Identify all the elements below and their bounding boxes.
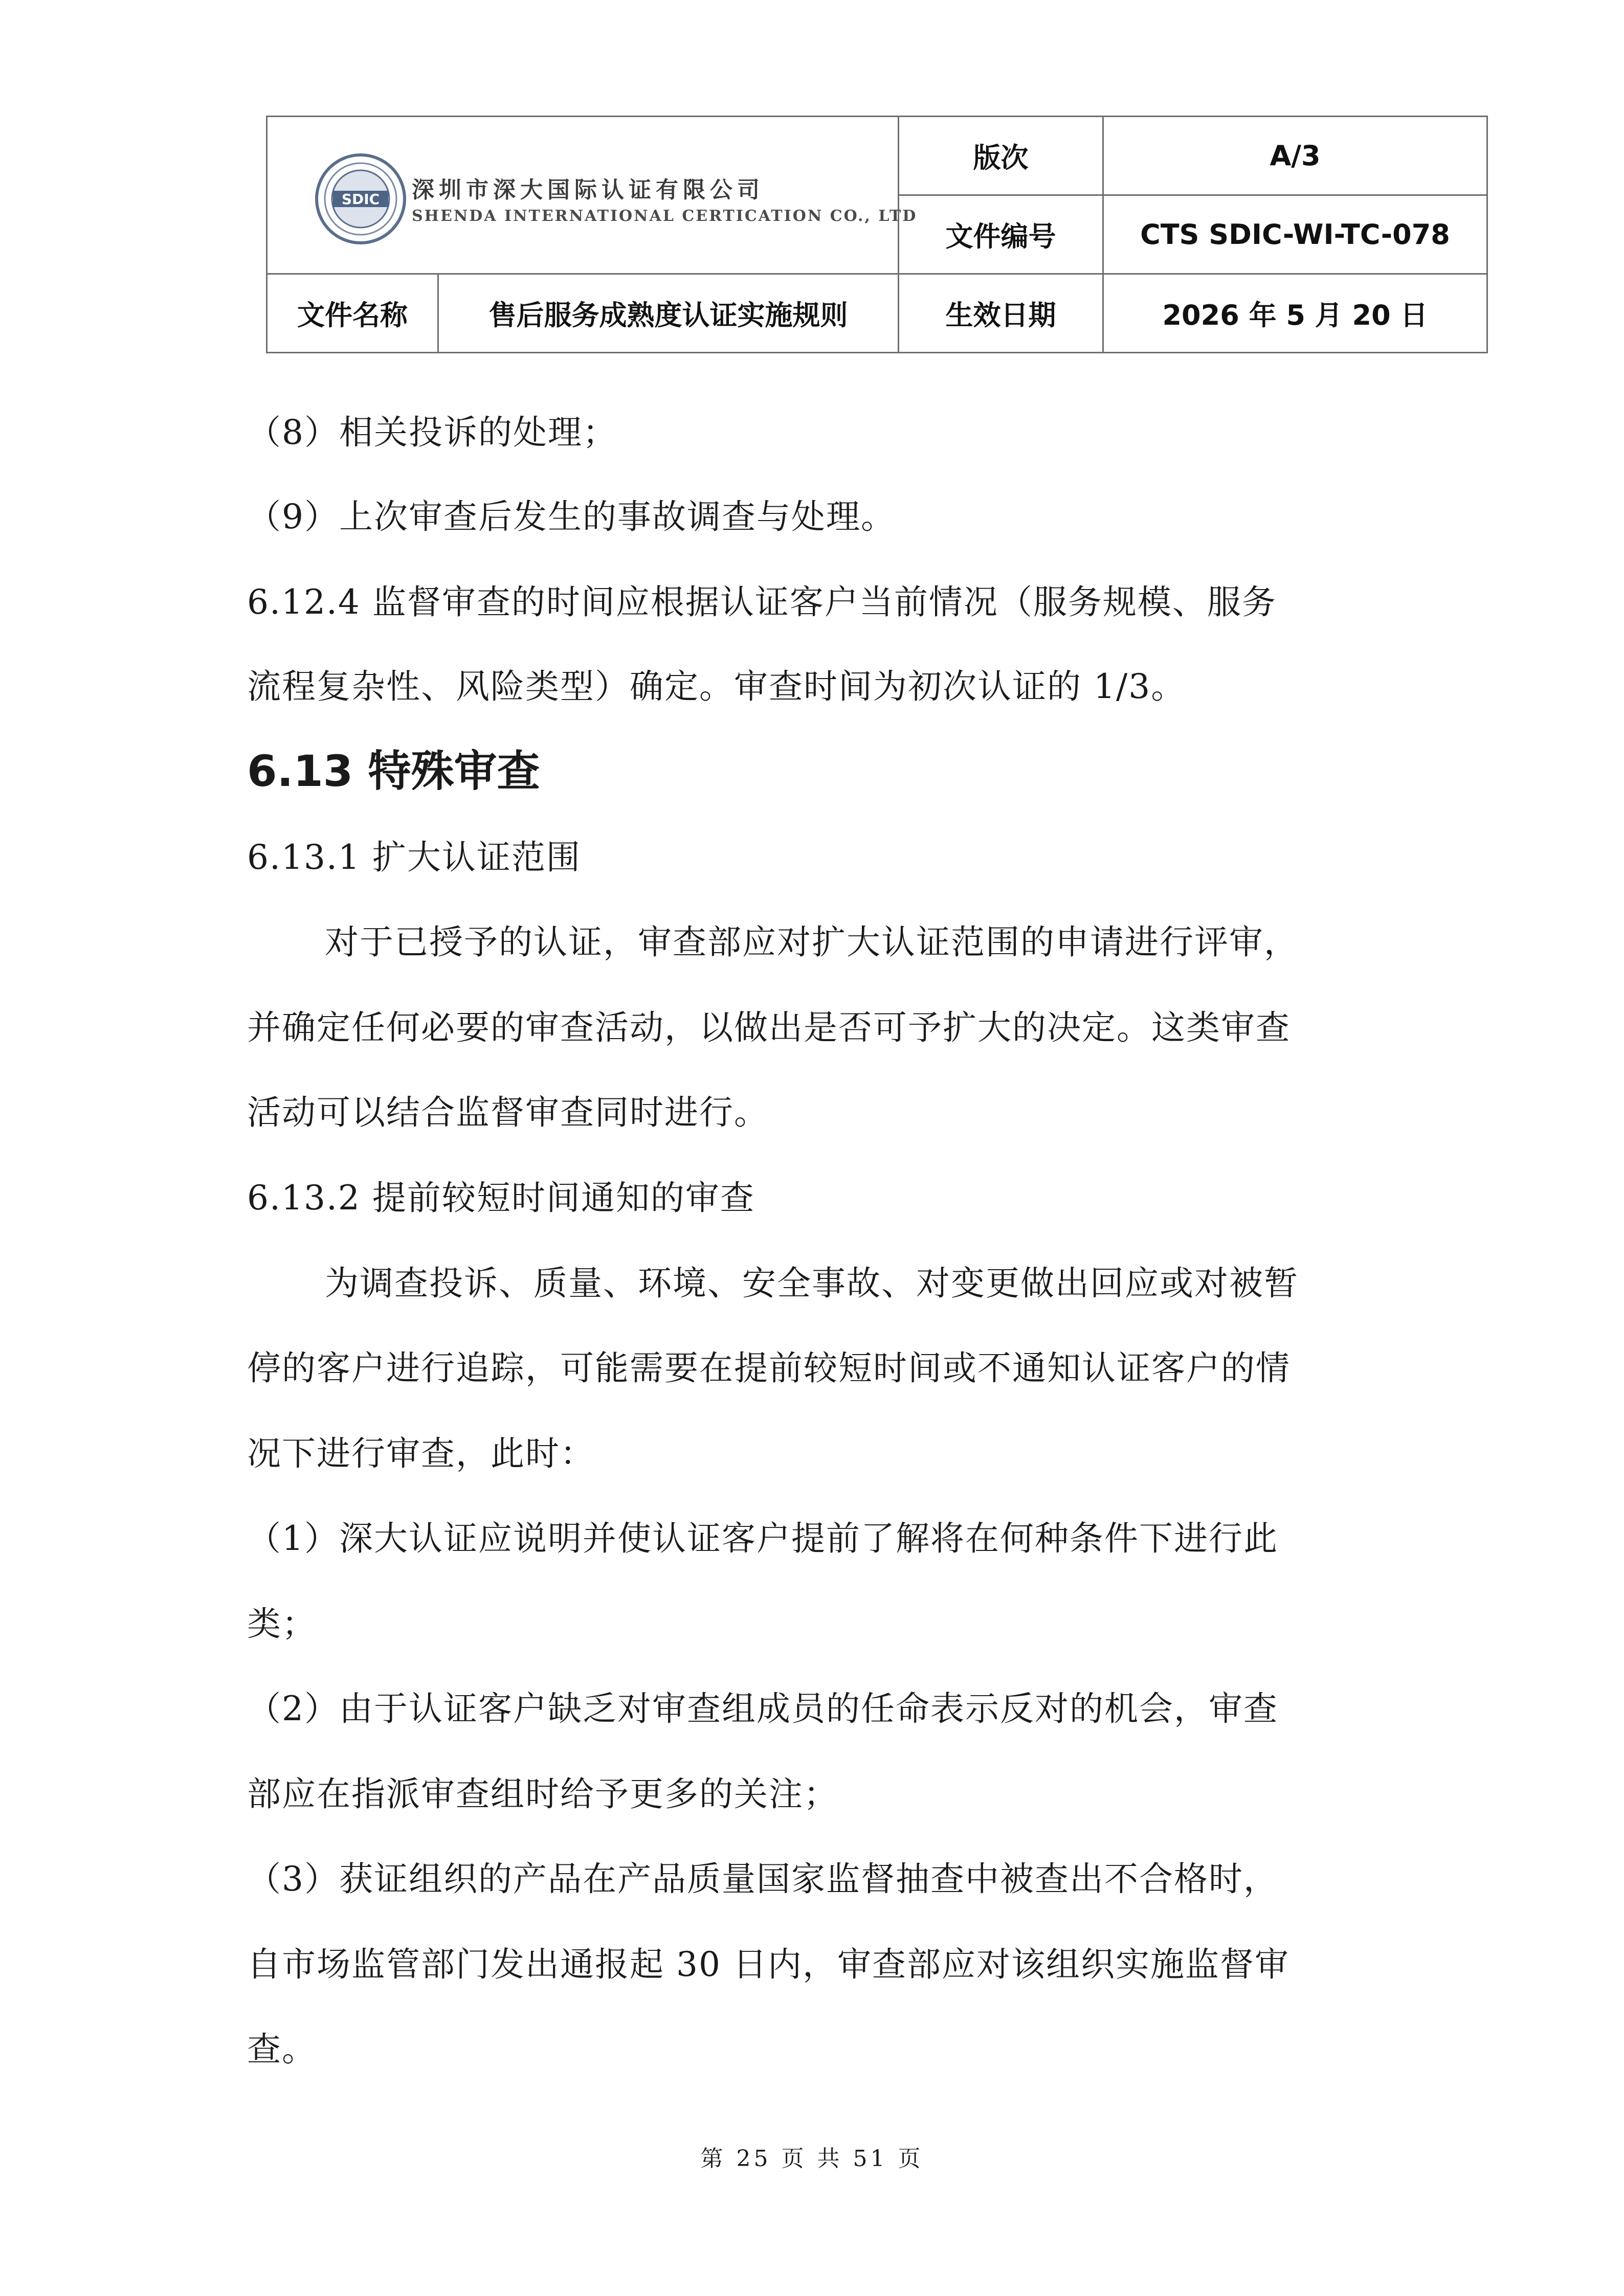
subheading-6-13-2: 6.13.2 提前较短时间通知的审查 <box>247 1178 755 1218</box>
paragraph-6-13-1-line2: 并确定任何必要的审查活动，以做出是否可予扩大的决定。这类审查 <box>247 1008 1291 1047</box>
effective-date-value: 2026 年 5 月 20 日 <box>1103 274 1487 353</box>
paragraph-6-13-2-line3: 况下进行审查，此时： <box>247 1434 595 1473</box>
sdic-seal-icon <box>315 153 407 245</box>
doc-number-label: 文件编号 <box>899 195 1103 274</box>
company-logo <box>315 150 918 252</box>
list-item-1-line2: 类； <box>247 1604 317 1644</box>
page-number-footer: 第 25 页 共 51 页 <box>700 2146 924 2172</box>
doc-number-value: CTS SDIC-WI-TC-078 <box>1103 195 1487 274</box>
doc-name-label: 文件名称 <box>267 274 438 353</box>
list-item-3-line2: 自市场监管部门发出通报起 30 日内，审查部应对该组织实施监督审 <box>247 1945 1289 1984</box>
paragraph-6-13-2-line2: 停的客户进行追踪，可能需要在提前较短时间或不通知认证客户的情 <box>247 1348 1291 1388</box>
clause-6-12-4-line1: 6.12.4 监督审查的时间应根据认证客户当前情况（服务规模、服务 <box>247 582 1277 622</box>
list-item-3-line1: （3）获证组织的产品在产品质量国家监督抽查中被查出不合格时， <box>247 1859 1278 1899</box>
effective-date-label: 生效日期 <box>899 274 1103 353</box>
seal-logo-text: SDIC <box>341 191 380 208</box>
version-label: 版次 <box>899 117 1103 195</box>
company-logo-cell <box>267 117 918 274</box>
subheading-6-13-1: 6.13.1 扩大认证范围 <box>247 838 581 877</box>
list-item-3-line3: 查。 <box>247 2030 317 2069</box>
list-item-2-line2: 部应在指派审查组时给予更多的关注； <box>247 1774 838 1814</box>
version-value: A/3 <box>1103 117 1487 195</box>
clause-6-12-4-line2: 流程复杂性、风险类型）确定。审查时间为初次认证的 1/3。 <box>247 667 1186 706</box>
list-item-9: （9）上次审查后发生的事故调查与处理。 <box>247 497 896 536</box>
list-item-8: （8）相关投诉的处理； <box>247 413 617 452</box>
section-heading-6-13: 6.13 特殊审查 <box>247 746 540 796</box>
doc-name-value: 售后服务成熟度认证实施规则 <box>438 274 899 353</box>
paragraph-6-13-2-line1: 为调查投诉、质量、环境、安全事故、对变更做出回应或对被暂 <box>325 1264 1299 1303</box>
list-item-2-line1: （2）由于认证客户缺乏对审查组成员的任命表示反对的机会，审查 <box>247 1689 1278 1728</box>
company-name-en: SHENDA INTERNATIONAL CERTICATION CO., LTD <box>412 207 918 225</box>
list-item-1-line1: （1）深大认证应说明并使认证客户提前了解将在何种条件下进行此 <box>247 1519 1278 1558</box>
paragraph-6-13-1-line1: 对于已授予的认证，审查部应对扩大认证范围的申请进行评审， <box>325 922 1299 962</box>
document-header-table <box>266 116 1488 353</box>
company-name-cn: 深圳市深大国际认证有限公司 <box>412 177 764 203</box>
paragraph-6-13-1-line3: 活动可以结合监督审查同时进行。 <box>247 1093 769 1132</box>
